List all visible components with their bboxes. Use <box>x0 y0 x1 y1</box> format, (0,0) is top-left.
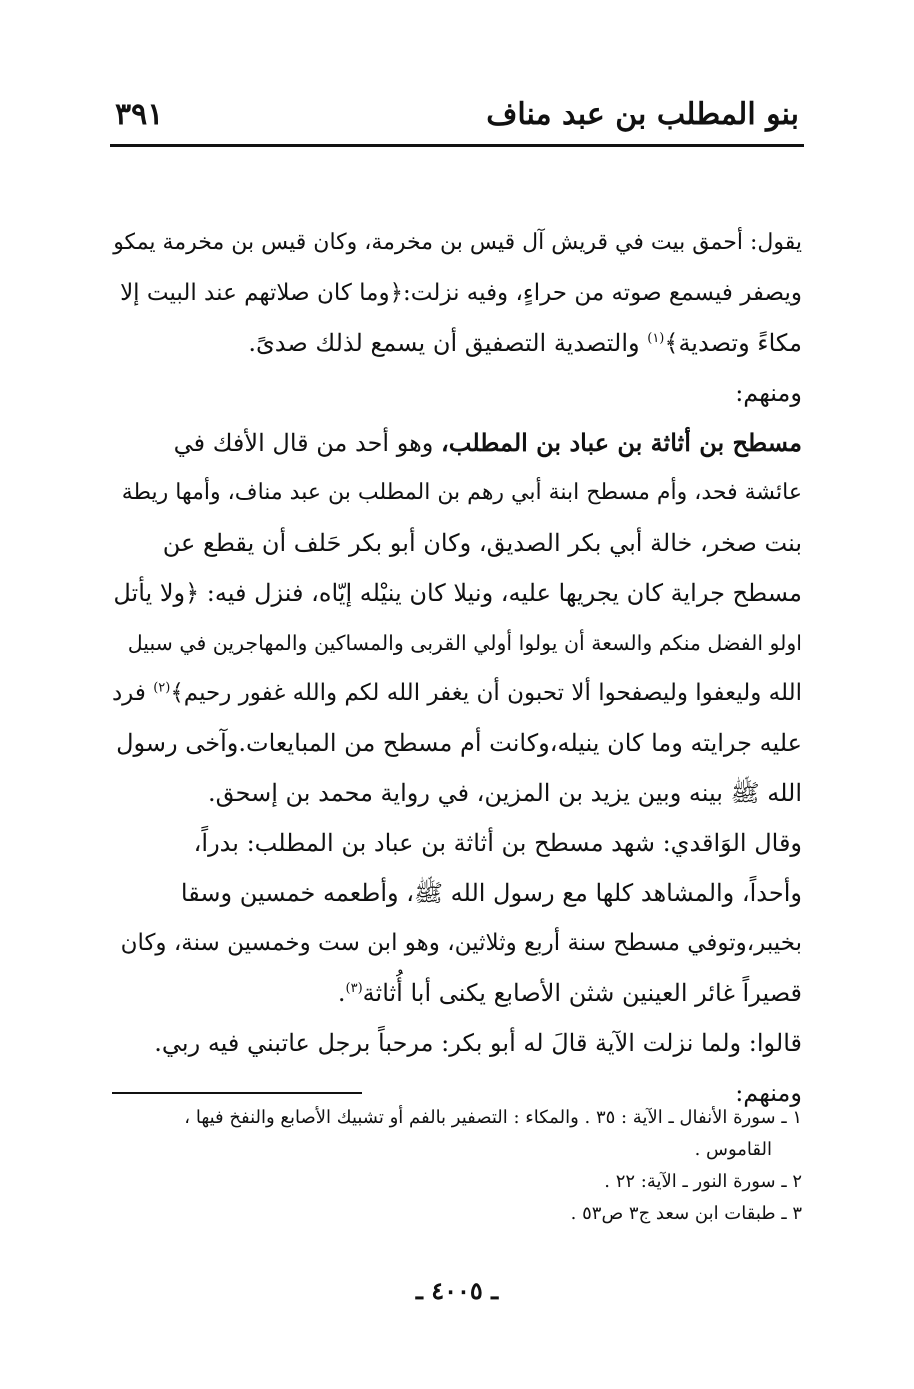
text-line: وقال الوَاقدي: شهد مسطح بن أثاثة بن عباد بن المطلب: بدراً، <box>193 829 802 857</box>
quran-quote-end: الله وليعفوا وليصفحوا ألا تحبون أن يغفر الله لكم والله غفور رحيم﴾ <box>170 680 802 706</box>
footnote-ref-3: (٣) <box>345 981 363 996</box>
person-name: مسطح بن أثاثة بن عباد بن المطلب، <box>441 428 802 457</box>
paragraph-2 <box>112 418 802 818</box>
text-segment: . <box>337 979 346 1007</box>
text-line <box>112 318 802 368</box>
page-number: ٣٩١ <box>115 97 164 132</box>
footnote-ref-1: (١) <box>647 331 665 346</box>
text-segment: وهو أحد من قال الأفك في <box>173 429 441 457</box>
text-line: مسطح جراية كان يجريها عليه، ونيلا كان ينيْله إيّاه، فنزل فيه: ﴿ولا يأتل <box>113 579 802 607</box>
minhum-heading <box>112 368 802 418</box>
quran-quote-end: مكاءً وتصدية﴾ <box>664 329 802 357</box>
text-line <box>112 418 802 468</box>
text-line: ويصفر فيسمع صوته من حراءٍ، وفيه نزلت:﴿وما كان صلاتهم عند البيت إلا <box>120 280 802 306</box>
running-title: بنو المطلب بن عبد مناف <box>486 97 799 132</box>
footnote-1: ١ ـ سورة الأنفال ـ الآية : ٣٥ . والمكاء : التصفير بالفم أو تشبيك الأصابع والنفخ فيها ، <box>184 1107 802 1128</box>
text-segment: والتصدية التصفيق أن يسمع لذلك صدىً. <box>248 329 648 357</box>
footnote-3: ٣ ـ طبقات ابن سعد ج٣ ص٥٣ . <box>570 1203 802 1224</box>
text-segment: قصيراً غائر العينين شثن الأصابع يكنى أبا أُثاثة <box>362 979 802 1007</box>
footnote-separator <box>112 1092 362 1094</box>
main-text <box>112 218 802 1118</box>
text-line: اولو الفضل منكم والسعة أن يولوا أولي القربى والمساكين والمهاجرين في سبيل <box>127 631 802 655</box>
folio-number: ـ ٤٠٠٥ ـ <box>415 1276 499 1305</box>
header-rule <box>110 144 804 147</box>
text-line: ومنهم: <box>735 1079 802 1107</box>
footnote-ref-2: (٢) <box>153 680 171 696</box>
text-line: ومنهم: <box>735 379 802 407</box>
text-line: الله ﷺ بينه وبين يزيد بن المزين، في رواية محمد بن إسحق. <box>207 779 802 807</box>
text-line <box>112 668 802 718</box>
paragraph-3 <box>112 818 802 1018</box>
text-line: يقول: أحمق بيت في قريش آل قيس بن مخرمة، وكان قيس بن مخرمة يمكو <box>113 230 802 255</box>
text-line: عائشة فحد، وأم مسطح ابنة أبي رهم بن المطلب بن عبد مناف، وأمها ريطة <box>121 480 802 505</box>
footnotes <box>112 1102 802 1230</box>
footnote-2: ٢ ـ سورة النور ـ الآية: ٢٢ . <box>604 1171 802 1192</box>
text-line: بخيبر،وتوفي مسطح سنة أربع وثلاثين، وهو ابن ست وخمسين سنة، وكان <box>120 930 802 956</box>
text-segment: فرد <box>111 680 154 706</box>
text-line: قالوا: ولما نزلت الآية قالَ له أبو بكر: مرحباً برجل عاتبني فيه ربي. <box>154 1029 802 1057</box>
text-line <box>112 968 802 1018</box>
text-line: وأحداً، والمشاهد كلها مع رسول الله ﷺ، وأطعمه خمسين وسقا <box>180 879 802 907</box>
text-line: عليه جرايته وما كان ينيله،وكانت أم مسطح من المبايعات.وآخى رسول <box>116 729 802 757</box>
paragraph-1 <box>112 218 802 368</box>
footnote-1-continuation: القاموس . <box>694 1139 772 1160</box>
paragraph-4 <box>112 1018 802 1068</box>
page-header <box>115 92 799 138</box>
text-line: بنت صخر، خالة أبي بكر الصديق، وكان أبو بكر حَلف أن يقطع عن <box>162 529 802 557</box>
